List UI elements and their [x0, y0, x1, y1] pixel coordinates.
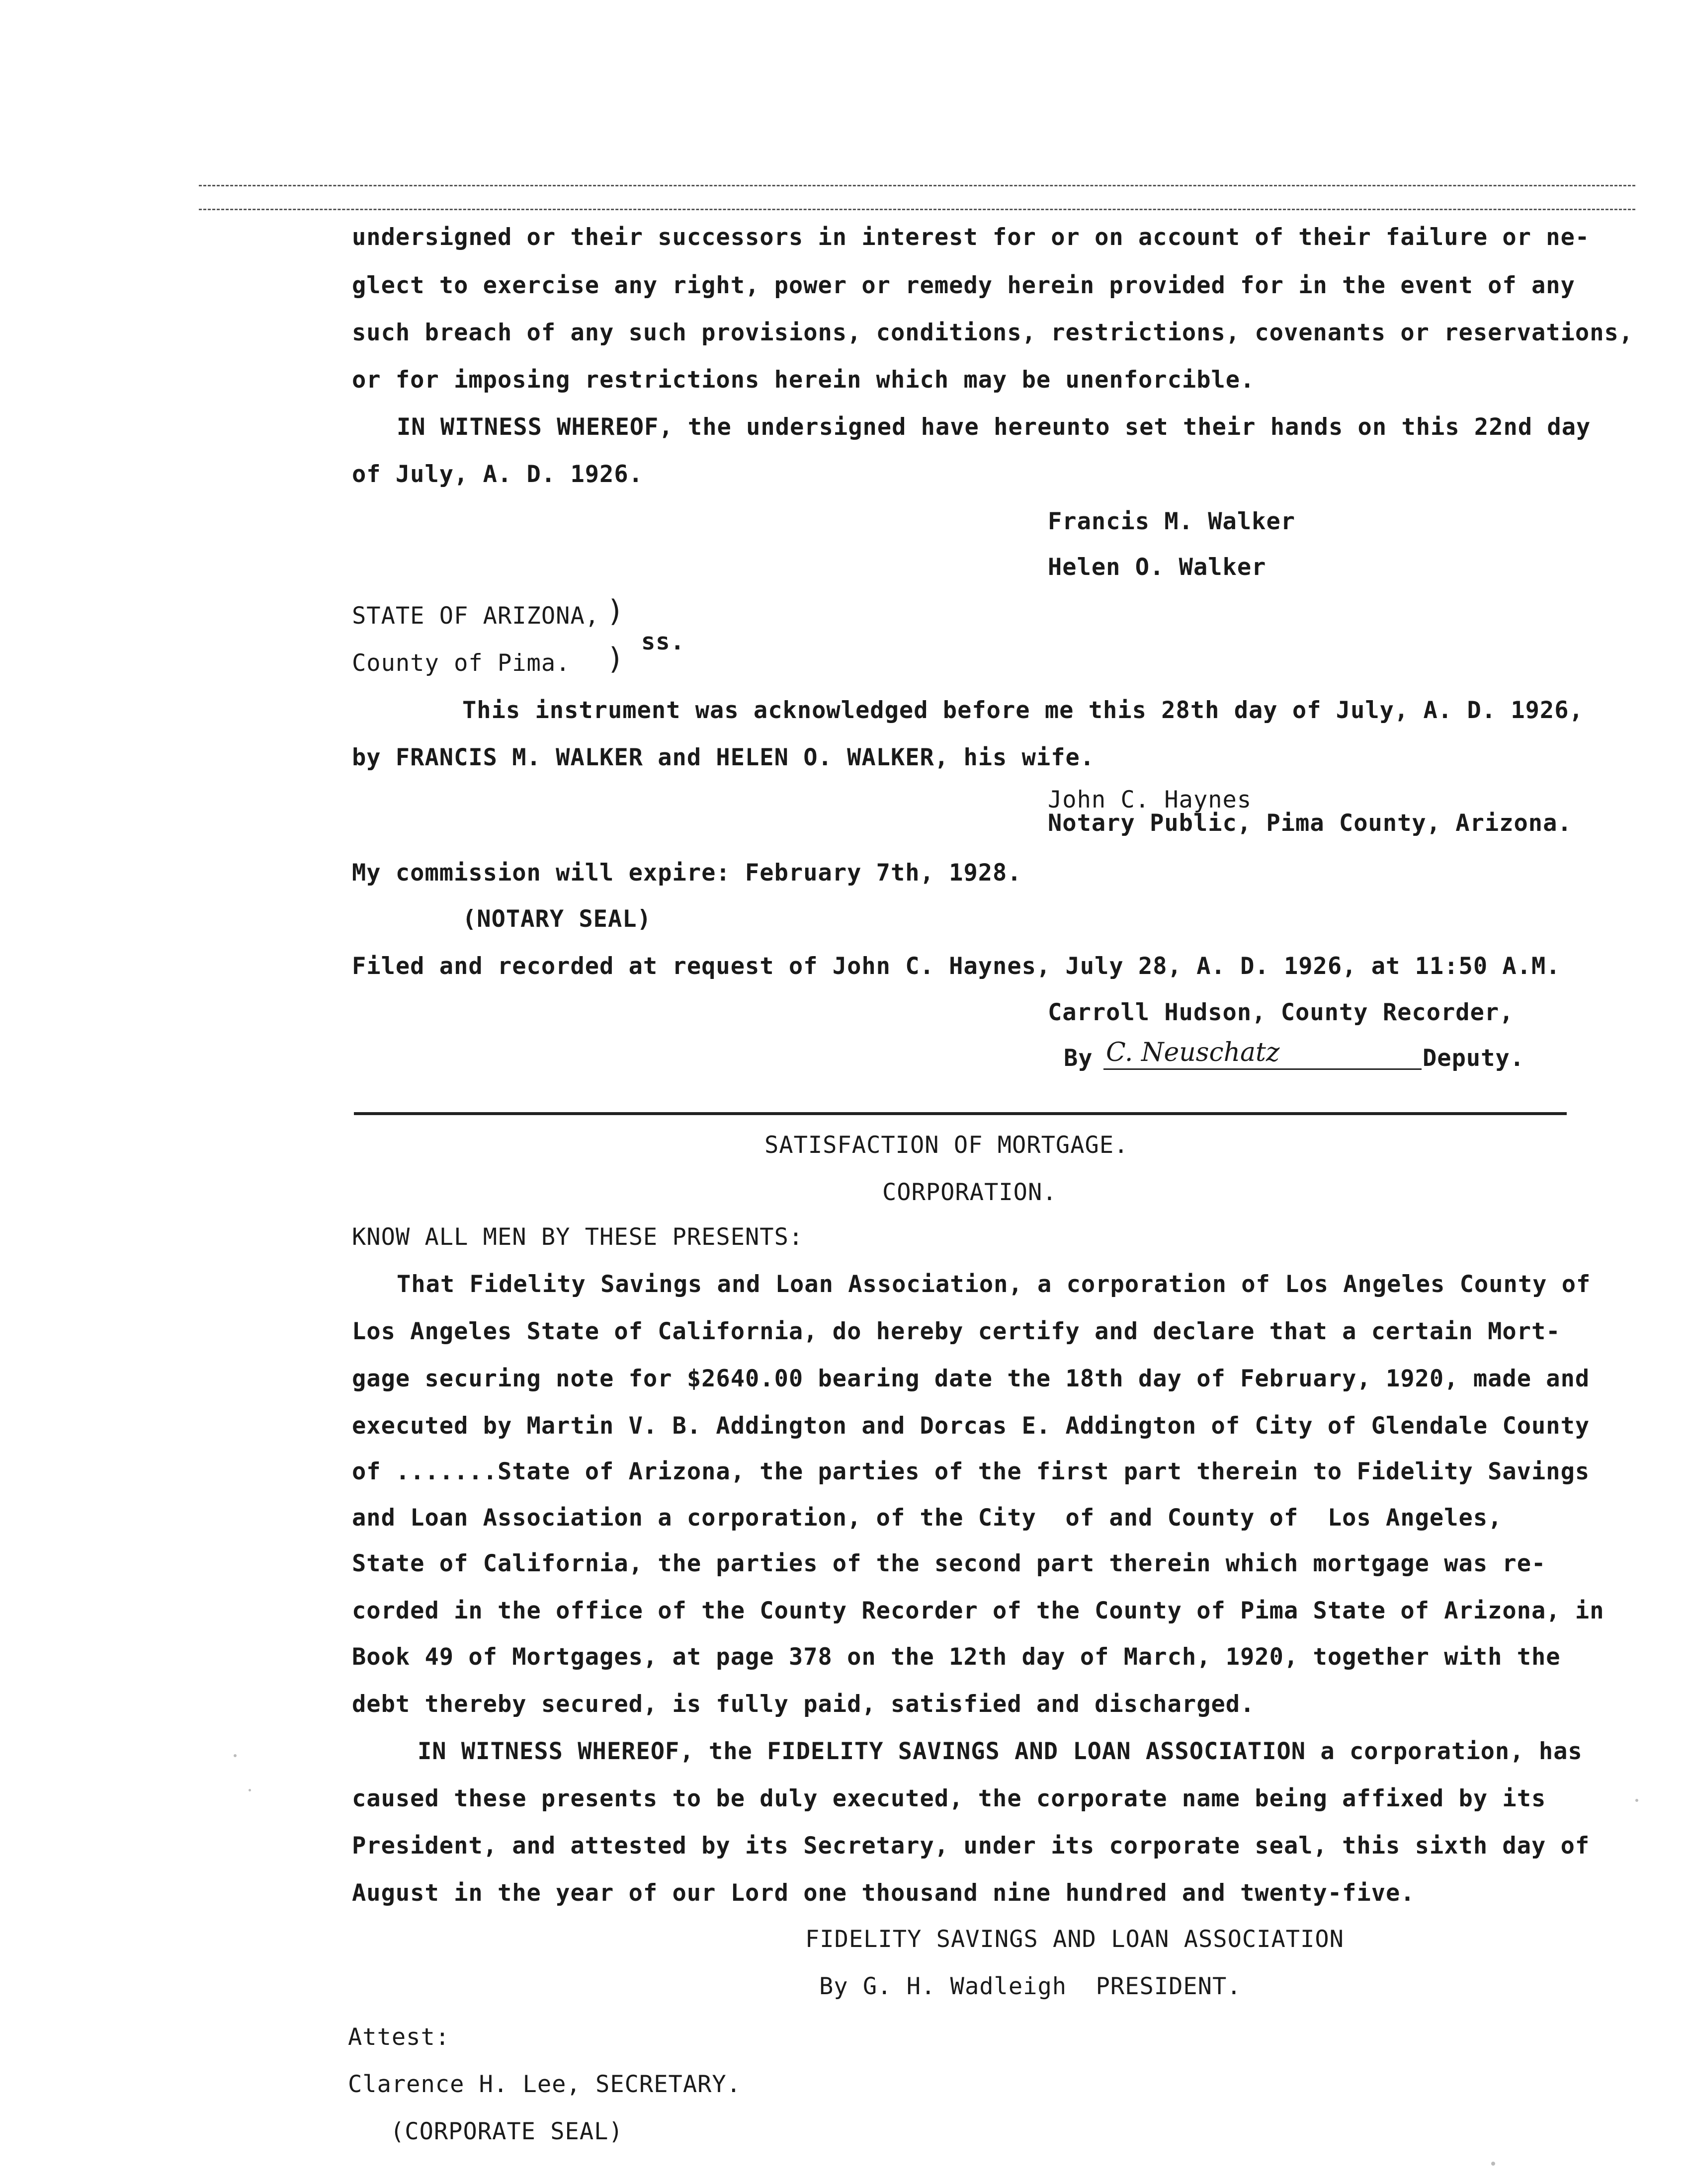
- filing-recorder: Carroll Hudson, County Recorder,: [1048, 999, 1514, 1026]
- signatory-name: Helen O. Walker: [1048, 554, 1266, 581]
- venue-brace-top: ): [606, 594, 625, 629]
- notary-seal: (NOTARY SEAL): [462, 905, 652, 933]
- notary-name: John C. Haynes: [1048, 786, 1252, 813]
- body-line: and Loan Association a corporation, of the City of and County of Los Angeles,: [352, 1504, 1503, 1532]
- body-line: Los Angeles State of California, do hereby certify and declare that a certain Mort-: [352, 1318, 1561, 1345]
- know-all-heading: KNOW ALL MEN BY THESE PRESENTS:: [352, 1223, 804, 1251]
- scan-speck: [1635, 1799, 1638, 1802]
- body-line: gage securing note for $2640.00 bearing date the 18th day of February, 1920, made and: [352, 1365, 1590, 1392]
- filing-deputy: Deputy.: [1423, 1045, 1525, 1072]
- acknowledgment-line: by FRANCIS M. WALKER and HELEN O. WALKER, his wife.: [352, 744, 1095, 771]
- corporate-seal: (CORPORATE SEAL): [390, 2118, 623, 2145]
- body-line: corded in the office of the County Recorder of the County of Pima State of Arizona, in: [352, 1597, 1604, 1624]
- scan-speck: [234, 1754, 237, 1757]
- body-line: or for imposing restrictions herein which may be unenforcible.: [352, 366, 1255, 394]
- witness-line: IN WITNESS WHEREOF, the undersigned have hereunto set their hands on this 22nd day: [397, 413, 1591, 441]
- body-line: of .......State of Arizona, the parties of the first part therein to Fidelity Savings: [352, 1458, 1590, 1485]
- association-signer: By G. H. Wadleigh PRESIDENT.: [819, 1973, 1242, 2000]
- body-line: executed by Martin V. B. Addington and Dorcas E. Addington of City of Glendale County: [352, 1412, 1590, 1440]
- venue-ss: ss.: [641, 628, 685, 655]
- section-divider: [354, 1112, 1567, 1115]
- venue-county: County of Pima.: [352, 649, 571, 677]
- witness-line: August in the year of our Lord one thousand nine hundred and twenty-five.: [352, 1879, 1415, 1907]
- witness-line: caused these presents to be duly executed, the corporate name being affixed by its: [352, 1785, 1546, 1812]
- section-subtitle: CORPORATION.: [882, 1179, 1057, 1206]
- attest-label: Attest:: [348, 2023, 450, 2051]
- scan-speck: [1491, 2162, 1495, 2166]
- body-line: undersigned or their successors in interest for or on account of their failure or ne-: [352, 224, 1590, 251]
- body-line: glect to exercise any right, power or remedy herein provided for in the event of any: [352, 272, 1575, 299]
- signature-line: [1103, 1068, 1422, 1070]
- witness-line: of July, A. D. 1926.: [352, 461, 643, 488]
- venue-brace-bottom: ): [606, 642, 625, 676]
- top-edge-line: [199, 185, 1635, 186]
- body-line: Book 49 of Mortgages, at page 378 on the 12th day of March, 1920, together with the: [352, 1643, 1561, 1671]
- body-line: State of California, the parties of the second part therein which mortgage was re-: [352, 1550, 1546, 1577]
- acknowledgment-line: This instrument was acknowledged before me this 28th day of July, A. D. 1926,: [462, 697, 1584, 724]
- top-edge-line-2: [199, 209, 1635, 210]
- signatory-name: Francis M. Walker: [1048, 508, 1296, 535]
- filing-by: By: [1064, 1045, 1093, 1072]
- deputy-signature: C. Neuschatz: [1106, 1038, 1280, 1067]
- association-name: FIDELITY SAVINGS AND LOAN ASSOCIATION: [805, 1926, 1344, 1953]
- body-line: That Fidelity Savings and Loan Association, a corporation of Los Angeles County of: [397, 1271, 1591, 1298]
- body-line: debt thereby secured, is fully paid, satisfied and discharged.: [352, 1691, 1255, 1718]
- notary-title: Notary Public, Pima County, Arizona.: [1048, 809, 1572, 837]
- witness-line: President, and attested by its Secretary, under its corporate seal, this sixth day of: [352, 1832, 1590, 1860]
- venue-state: STATE OF ARIZONA,: [352, 602, 600, 630]
- filing-line: Filed and recorded at request of John C. Haynes, July 28, A. D. 1926, at 11:50 A.M.: [352, 953, 1561, 980]
- section-title: SATISFACTION OF MORTGAGE.: [764, 1132, 1129, 1159]
- notary-commission: My commission will expire: February 7th, 1928.: [352, 859, 1022, 887]
- scan-speck: [249, 1789, 251, 1791]
- witness-line: IN WITNESS WHEREOF, the FIDELITY SAVINGS AND LOAN ASSOCIATION a corporation, has: [418, 1738, 1583, 1765]
- secretary-line: Clarence H. Lee, SECRETARY.: [348, 2071, 742, 2098]
- body-line: such breach of any such provisions, conditions, restrictions, covenants or reservations,: [352, 319, 1634, 346]
